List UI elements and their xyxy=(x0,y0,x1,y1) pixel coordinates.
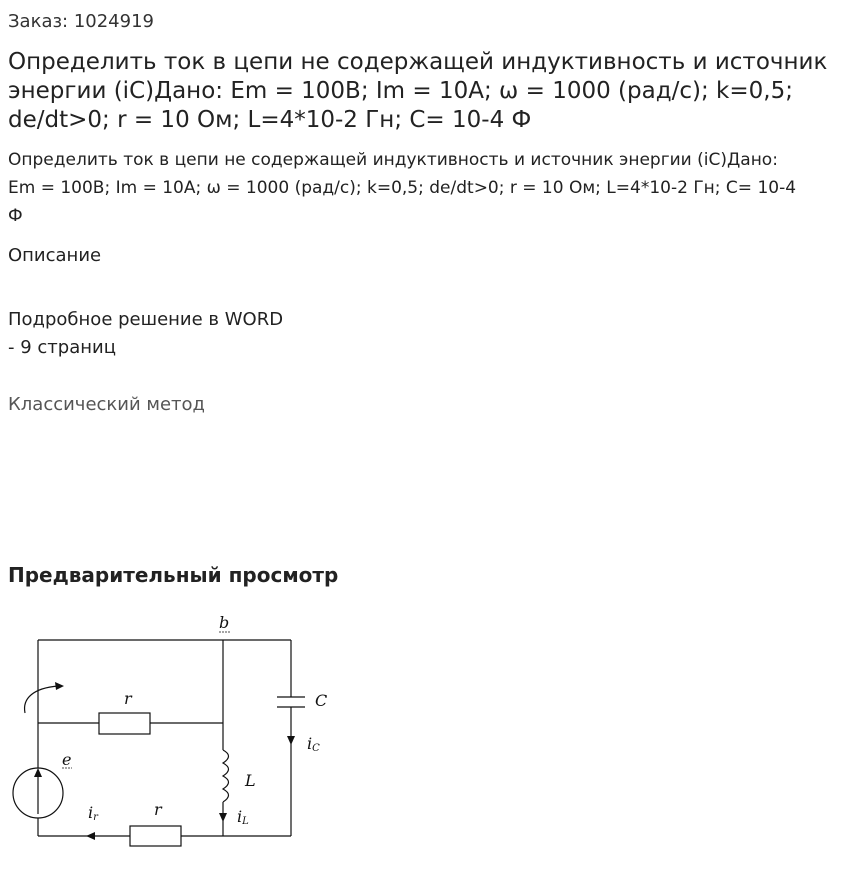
source-label: e xyxy=(62,750,72,769)
ir-label-sub: r xyxy=(93,812,98,823)
capacitor-label: C xyxy=(315,691,328,710)
circuit-preview xyxy=(0,600,360,860)
ir-label xyxy=(88,803,99,823)
resistor-top-label: r xyxy=(124,689,132,708)
inductor-coil xyxy=(223,750,229,810)
circuit-diagram xyxy=(0,600,360,860)
ir-label-main: i xyxy=(88,803,94,822)
preview-heading: Предварительный просмотр xyxy=(8,563,339,587)
page-title: Определить ток в цепи не содержащей индуктивность и источник энергии (iC)Дано: Em = 100В; Im = 10A; ω = 1000 (рад/с); k=0,5; de/dt>0; r = 10 Ом; L=4*10-2 Гн; С= 10-4 Ф xyxy=(8,49,828,133)
switch-arc xyxy=(25,686,58,713)
description-line-word: Подробное решение в WORD xyxy=(8,309,284,330)
order-number: Заказ: 1024919 xyxy=(8,11,154,32)
description-body xyxy=(8,306,283,362)
ic-label-sub: C xyxy=(312,743,320,754)
il-label xyxy=(237,807,249,827)
resistor-bottom xyxy=(130,826,181,846)
switch-arrowhead xyxy=(55,682,64,690)
node-b-label: b xyxy=(219,613,230,632)
description-label: Описание xyxy=(8,245,102,266)
description-line-pages: - 9 страниц xyxy=(8,337,116,358)
resistor-top xyxy=(99,713,150,734)
ic-arrowhead xyxy=(287,736,295,745)
il-label-main: i xyxy=(237,807,243,826)
ic-label xyxy=(307,734,320,754)
il-arrowhead xyxy=(219,813,227,822)
task-summary: Определить ток в цепи не содержащей индуктивность и источник энергии (iC)Дано: Em = 100В; Im = 10A; ω = 1000 (рад/с); k=0,5; de/dt>0; r = 10 Ом; L=4*10-2 Гн; С= 10-4 Ф xyxy=(8,150,797,226)
il-label-sub: L xyxy=(242,816,249,827)
ic-label-main: i xyxy=(307,734,313,753)
resistor-bottom-label: r xyxy=(154,800,162,819)
ir-arrowhead xyxy=(86,832,95,840)
method-text: Классический метод xyxy=(8,394,205,415)
inductor-label: L xyxy=(245,771,256,790)
